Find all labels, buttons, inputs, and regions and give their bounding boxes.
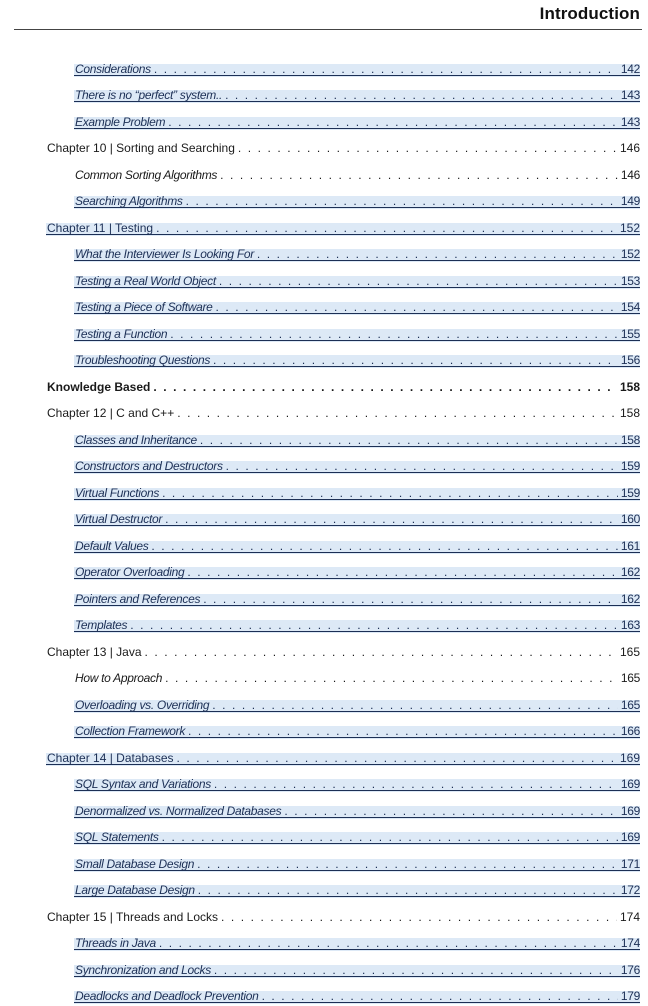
link-underline (74, 499, 640, 500)
toc-section-entry[interactable] (0, 582, 648, 609)
toc-page-number: 152 (621, 247, 640, 264)
toc-entry-title: Chapter 12 | C and C++ (47, 406, 174, 423)
toc-entry-title: Testing a Function (75, 327, 167, 344)
toc-section-entry[interactable] (0, 344, 648, 371)
toc-chapter-entry[interactable] (0, 741, 648, 768)
toc-entry-title: Common Sorting Algorithms (75, 168, 217, 185)
dot-leader (262, 989, 618, 1006)
table-of-contents (0, 52, 648, 1006)
link-underline (74, 896, 640, 897)
dot-leader (177, 406, 617, 423)
toc-entry-title: Testing a Real World Object (75, 274, 216, 291)
dot-leader (186, 194, 618, 211)
toc-entry-title: Operator Overloading (75, 565, 184, 582)
toc-page-number: 162 (621, 565, 640, 582)
toc-section-entry[interactable] (0, 238, 648, 265)
toc-entry-title: Overloading vs. Overriding (75, 698, 209, 715)
toc-entry-title: What the Interviewer Is Looking For (75, 247, 254, 264)
link-underline (74, 631, 640, 632)
toc-entry-title: Collection Framework (75, 724, 185, 741)
link-underline (74, 525, 640, 526)
toc-page-number: 161 (621, 539, 640, 556)
dot-leader (168, 115, 618, 132)
toc-page-number: 169 (621, 804, 640, 821)
dot-leader (214, 963, 618, 980)
dot-leader (257, 247, 618, 264)
toc-page-number: 174 (620, 910, 640, 927)
dot-leader (187, 565, 617, 582)
dot-leader (197, 857, 618, 874)
toc-page-number: 158 (620, 406, 640, 423)
dot-leader (203, 592, 618, 609)
link-underline (74, 128, 640, 129)
toc-page-number: 165 (621, 698, 640, 715)
toc-section-entry[interactable] (0, 715, 648, 742)
toc-page-number: 160 (621, 512, 640, 529)
toc-entry-title: Searching Algorithms (75, 194, 183, 211)
toc-section-entry[interactable] (0, 980, 648, 1006)
toc-entry-title: Threads in Java (75, 936, 156, 953)
toc-section-entry[interactable] (0, 529, 648, 556)
toc-page-number: 153 (621, 274, 640, 291)
toc-section-entry[interactable] (0, 927, 648, 954)
toc-entry-title: Templates (75, 618, 127, 635)
toc-entry-title: Considerations (75, 62, 151, 79)
dot-leader (165, 671, 618, 688)
toc-entry-title: Chapter 14 | Databases (47, 751, 174, 768)
toc-page-number: 169 (621, 830, 640, 847)
toc-page-number: 154 (621, 300, 640, 317)
toc-page-number: 143 (621, 115, 640, 132)
toc-page-number: 171 (621, 857, 640, 874)
toc-section-entry[interactable] (0, 847, 648, 874)
link-underline (74, 843, 640, 844)
toc-page-number: 149 (621, 194, 640, 211)
link-underline (74, 101, 640, 102)
link-underline (74, 976, 640, 977)
toc-section-entry[interactable] (0, 423, 648, 450)
toc-section-entry[interactable] (0, 874, 648, 901)
toc-page-number: 158 (621, 433, 640, 450)
toc-entry-title: Troubleshooting Questions (75, 353, 210, 370)
header-rule (14, 29, 642, 30)
toc-chapter-entry[interactable] (0, 211, 648, 238)
toc-entry-title: Testing a Piece of Software (75, 300, 213, 317)
dot-leader (212, 698, 618, 715)
toc-chapter-entry (0, 397, 648, 424)
toc-section-entry[interactable] (0, 317, 648, 344)
dot-leader (156, 221, 617, 238)
toc-entry-title: Deadlocks and Deadlock Prevention (75, 989, 259, 1006)
link-underline (74, 790, 640, 791)
dot-leader (219, 274, 618, 291)
toc-entry-title: SQL Syntax and Variations (75, 777, 211, 794)
dot-leader (221, 910, 617, 927)
dot-leader (162, 830, 618, 847)
toc-page-number: 142 (621, 62, 640, 79)
toc-page-number: 172 (621, 883, 640, 900)
dot-leader (159, 936, 618, 953)
toc-section-entry[interactable] (0, 556, 648, 583)
toc-page-number: 166 (621, 724, 640, 741)
toc-section-entry[interactable] (0, 79, 648, 106)
dot-leader (177, 751, 617, 768)
dot-leader (200, 433, 618, 450)
link-underline (74, 366, 640, 367)
toc-entry-title: Constructors and Destructors (75, 459, 223, 476)
toc-section-entry[interactable] (0, 185, 648, 212)
toc-chapter-entry (0, 635, 648, 662)
toc-chapter-entry (0, 132, 648, 159)
toc-section-entry[interactable] (0, 264, 648, 291)
link-underline (74, 737, 640, 738)
toc-chapter-entry (0, 900, 648, 927)
link-underline (74, 578, 640, 579)
toc-section-entry[interactable] (0, 688, 648, 715)
toc-section-entry[interactable] (0, 794, 648, 821)
dot-leader (284, 804, 618, 821)
toc-entry-title: Pointers and References (75, 592, 200, 609)
dot-leader (214, 777, 618, 794)
link-underline (74, 817, 640, 818)
dot-leader (151, 539, 617, 556)
toc-page-number: 179 (621, 989, 640, 1006)
dot-leader (198, 883, 618, 900)
dot-leader (216, 300, 618, 317)
toc-page-number: 159 (621, 459, 640, 476)
link-underline (46, 764, 640, 765)
toc-section-entry (0, 662, 648, 689)
link-underline (74, 75, 640, 76)
toc-section-entry[interactable] (0, 291, 648, 318)
toc-entry-title: There is no “perfect” system.. (75, 88, 222, 105)
toc-page-number: 146 (621, 168, 640, 185)
toc-page-number: 165 (621, 671, 640, 688)
dot-leader (130, 618, 618, 635)
toc-page-number: 159 (621, 486, 640, 503)
dot-leader (238, 141, 617, 158)
toc-entry-title: Chapter 10 | Sorting and Searching (47, 141, 235, 158)
dot-leader (220, 168, 618, 185)
toc-entry-title: Synchronization and Locks (75, 963, 211, 980)
dot-leader (153, 380, 617, 397)
toc-page-number: 158 (620, 380, 640, 397)
link-underline (74, 552, 640, 553)
toc-page-number: 155 (621, 327, 640, 344)
link-underline (74, 605, 640, 606)
toc-entry-title: Default Values (75, 539, 148, 556)
toc-entry-title: Example Problem (75, 115, 165, 132)
toc-entry-title: Chapter 15 | Threads and Locks (47, 910, 218, 927)
dot-leader (154, 62, 618, 79)
toc-section-entry (0, 158, 648, 185)
toc-entry-title: Denormalized vs. Normalized Databases (75, 804, 281, 821)
dot-leader (145, 645, 617, 662)
link-underline (46, 234, 640, 235)
dot-leader (165, 512, 618, 529)
link-underline (74, 446, 640, 447)
toc-entry-title: How to Approach (75, 671, 162, 688)
toc-entry-title: Virtual Functions (75, 486, 159, 503)
dot-leader (226, 459, 618, 476)
link-underline (74, 260, 640, 261)
link-underline (74, 949, 640, 950)
dot-leader (225, 88, 618, 105)
toc-entry-title: Chapter 11 | Testing (47, 221, 153, 238)
toc-section-entry[interactable] (0, 953, 648, 980)
link-underline (74, 287, 640, 288)
toc-section-entry[interactable] (0, 450, 648, 477)
toc-section-entry[interactable] (0, 476, 648, 503)
toc-section-entry[interactable] (0, 609, 648, 636)
dot-leader (162, 486, 618, 503)
toc-section-entry[interactable] (0, 768, 648, 795)
toc-entry-title: Small Database Design (75, 857, 194, 874)
link-underline (74, 1002, 640, 1003)
page-header-title: Introduction (540, 4, 640, 24)
toc-entry-title: Chapter 13 | Java (47, 645, 142, 662)
toc-page-number: 176 (621, 963, 640, 980)
link-underline (74, 472, 640, 473)
toc-entry-title: Classes and Inheritance (75, 433, 197, 450)
link-underline (74, 870, 640, 871)
toc-page-number: 152 (620, 221, 640, 238)
toc-entry-title: SQL Statements (75, 830, 159, 847)
toc-page-number: 169 (620, 751, 640, 768)
toc-page-number: 169 (621, 777, 640, 794)
toc-page-number: 146 (620, 141, 640, 158)
toc-part-heading (0, 370, 648, 397)
link-underline (74, 340, 640, 341)
toc-section-entry[interactable] (0, 52, 648, 79)
link-underline (74, 313, 640, 314)
link-underline (74, 711, 640, 712)
toc-entry-title: Virtual Destructor (75, 512, 162, 529)
toc-page-number: 163 (621, 618, 640, 635)
toc-page-number: 156 (621, 353, 640, 370)
toc-page-number: 162 (621, 592, 640, 609)
toc-page-number: 143 (621, 88, 640, 105)
toc-section-entry[interactable] (0, 105, 648, 132)
toc-entry-title: Knowledge Based (47, 380, 150, 397)
toc-page-number: 174 (621, 936, 640, 953)
toc-entry-title: Large Database Design (75, 883, 195, 900)
dot-leader (213, 353, 618, 370)
toc-page-number: 165 (620, 645, 640, 662)
toc-section-entry[interactable] (0, 503, 648, 530)
toc-section-entry[interactable] (0, 821, 648, 848)
link-underline (74, 207, 640, 208)
dot-leader (170, 327, 618, 344)
dot-leader (188, 724, 618, 741)
